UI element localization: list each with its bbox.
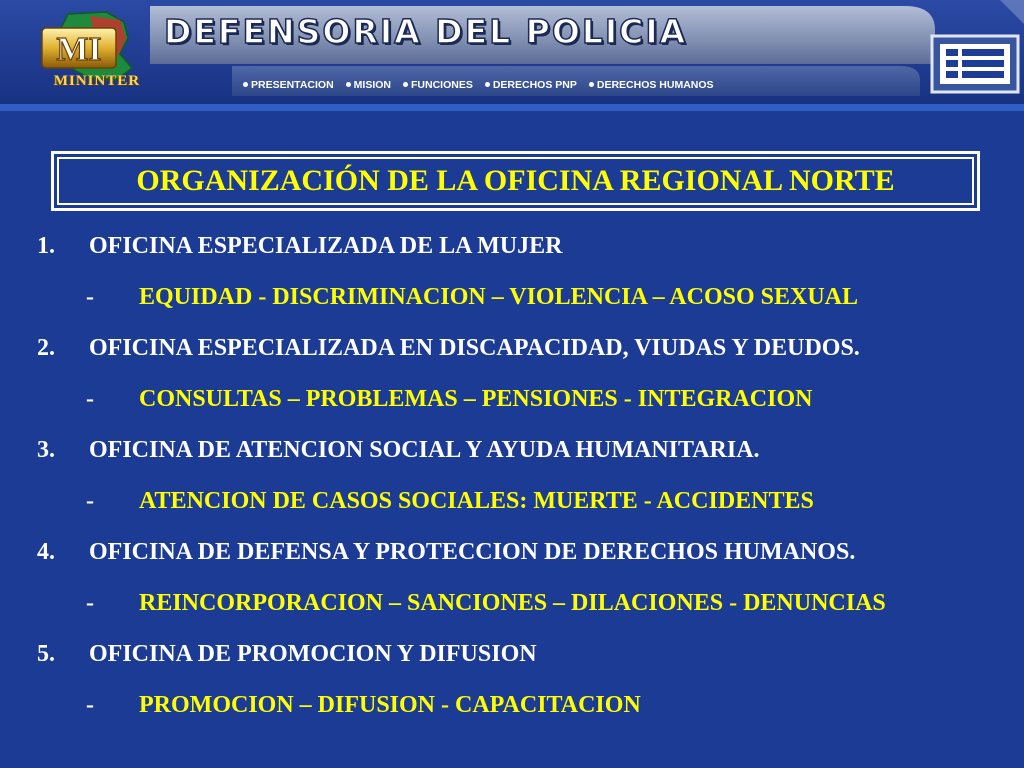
subitem-text: PROMOCION – DIFUSION - CAPACITACION <box>139 692 641 718</box>
nav-derechos-pnp-label: DERECHOS PNP <box>492 79 577 91</box>
header-banner <box>0 0 1024 111</box>
nav-derechos-humanos-label: DERECHOS HUMANOS <box>596 79 714 91</box>
subitem-text: ATENCION DE CASOS SOCIALES: MUERTE - ACCIDENTES <box>139 488 814 514</box>
list-item-number: 4. <box>37 539 55 565</box>
list-item-number: 1. <box>37 233 55 259</box>
list-item-heading: OFICINA DE ATENCION SOCIAL Y AYUDA HUMANITARIA. <box>89 437 760 463</box>
bullet-icon <box>346 82 351 87</box>
slide-title-box <box>51 151 980 211</box>
list-item-heading: OFICINA DE PROMOCION Y DIFUSION <box>89 641 537 667</box>
subitem-bullet: - <box>86 590 94 616</box>
slide-title: ORGANIZACIÓN DE LA OFICINA REGIONAL NORTE <box>136 164 895 197</box>
nav-mision[interactable] <box>346 79 391 91</box>
subitem-bullet: - <box>86 692 94 718</box>
menu-list-icon[interactable] <box>930 34 1020 94</box>
list-item-number: 3. <box>37 437 55 463</box>
list-item-number: 5. <box>37 641 55 667</box>
subitem-text: REINCORPORACION – SANCIONES – DILACIONES - DENUNCIAS <box>139 590 886 616</box>
list-item-heading: OFICINA ESPECIALIZADA DE LA MUJER <box>89 233 563 259</box>
nav-presentacion[interactable] <box>243 79 334 91</box>
subitem-bullet: - <box>86 488 94 514</box>
nav-mision-label: MISION <box>353 79 391 91</box>
list-item-heading: OFICINA ESPECIALIZADA EN DISCAPACIDAD, VIUDAS Y DEUDOS. <box>89 335 860 361</box>
list-item-number: 2. <box>37 335 55 361</box>
nav-funciones-label: FUNCIONES <box>411 79 473 91</box>
subitem-bullet: - <box>86 386 94 412</box>
bullet-icon <box>485 82 490 87</box>
nav-derechos-pnp[interactable] <box>485 79 577 91</box>
subitem-text: CONSULTAS – PROBLEMAS – PENSIONES - INTEGRACION <box>139 386 813 412</box>
bullet-icon <box>403 82 408 87</box>
site-title: DEFENSORIA DEL POLICIA <box>164 12 688 51</box>
mininter-label: MININTER <box>53 73 141 89</box>
subitem-text: EQUIDAD - DISCRIMINACION – VIOLENCIA – ACOSO SEXUAL <box>139 284 859 310</box>
list-item-heading: OFICINA DE DEFENSA Y PROTECCION DE DERECHOS HUMANOS. <box>89 539 856 565</box>
subitem-bullet: - <box>86 284 94 310</box>
nav-derechos-humanos[interactable] <box>589 79 714 91</box>
bullet-icon <box>589 82 594 87</box>
nav-funciones[interactable] <box>403 79 473 91</box>
top-nav <box>243 79 726 91</box>
bullet-icon <box>243 82 248 87</box>
nav-presentacion-label: PRESENTACION <box>251 79 334 91</box>
svg-text:MI: MI <box>56 31 102 68</box>
